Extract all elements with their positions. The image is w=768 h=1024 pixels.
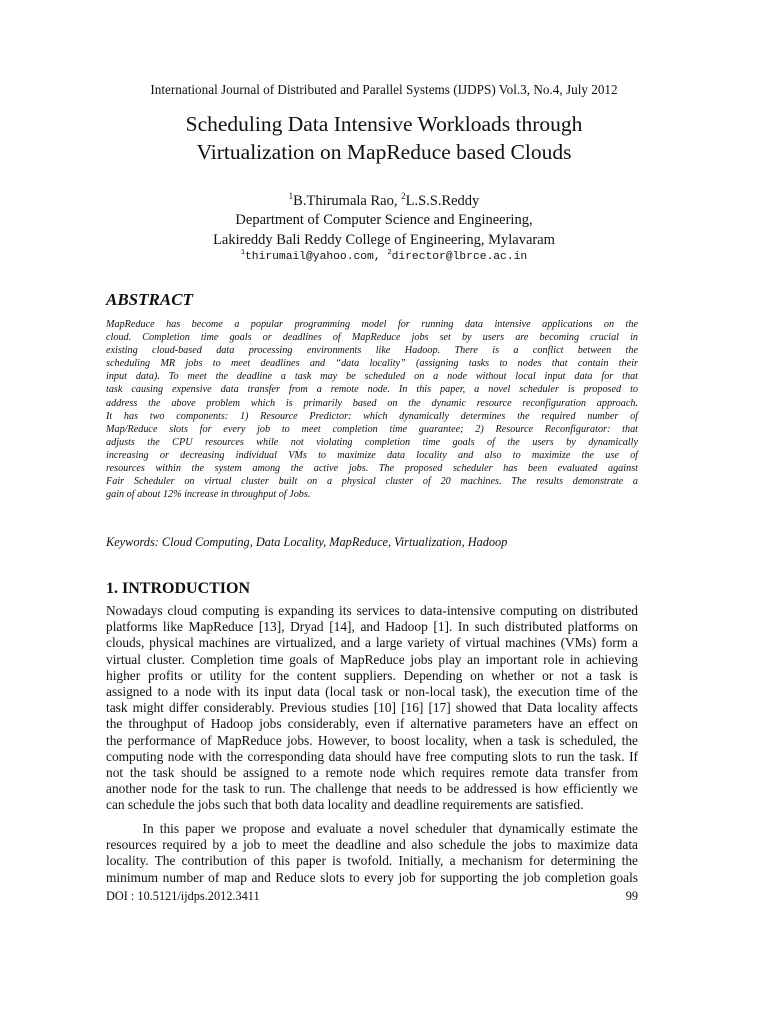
doi-link[interactable]: DOI : 10.5121/ijdps.2012.3411 [106,889,260,903]
abstract-line: resources within the system among the active jobs. The proposed scheduler has been evaluated against [106,463,638,475]
author2-name: L.S.S.Reddy [405,192,480,209]
author-college: Lakireddy Bali Reddy College of Engineering, Mylavaram [213,232,555,248]
abstract-line: It has two components: 1) Resource Predictor: which dynamically determines the required number of [106,410,638,422]
paper-title [0,110,768,166]
body-line: the performance of MapReduce jobs. However, to boost locality, when a task is scheduled, the [106,732,638,748]
abstract-line: task causing expensive data transfer from a remote node. In this paper, a novel scheduler is proposed to [106,384,638,396]
abstract-body [106,318,638,501]
body-line: computing node with the corresponding data should have free computing slots to run the task. If [106,748,638,764]
journal-header: International Journal of Distributed and Parallel Systems (IJDPS) Vol.3, No.4, July 2012 [150,82,618,97]
intro-paragraph-2 [106,821,638,886]
body-line: In this paper we propose and evaluate a novel scheduler that dynamically estimate the [106,821,638,836]
body-line: the throughput of Hadoop jobs considerably, even if alternative parameters have an effect on [106,716,638,732]
body-line: minimum number of map and Reduce slots to every job for supporting the job completion goals [106,869,638,885]
section-heading-introduction [106,580,250,598]
abstract-line: Fair Scheduler on virtual cluster built on a physical cluster of 20 machines. The results demonstrate a [106,476,638,488]
body-line: virtual cluster. Completion time goals of MapReduce jobs play an important role in achieving [106,651,638,667]
abstract-line: gain of about 12% increase in throughput of Jobs. [106,489,311,501]
body-line: task might differ considerably. Previous studies [10] [16] [17] showed that Data locality affects [106,700,638,716]
author1-name: B.Thirumala Rao, [293,192,402,209]
email2: director@lbrce.ac.in [391,250,528,263]
body-line: higher profits or utility for the content suppliers. Depending on whether or not a task is [106,667,638,683]
abstract-line: scheduling MR jobs to meet deadlines and “data locality” (assigning tasks to nodes that contain their [106,358,638,370]
title-line: Virtualization on MapReduce based Clouds [196,140,572,164]
body-line: assigned to a node with its input data (local task or non-local task), the execution time of the [106,683,638,699]
body-line: can schedule the jobs such that both data locality and deadline requirements are satisfied. [106,797,584,813]
body-line: not the task should be assigned to a remote node which requires remote data transfer from [106,764,638,780]
author-department: Department of Computer Science and Engineering, [235,212,533,228]
abstract-line: input data). To meet the deadline a task may be scheduled on a node without local input data for that [106,371,638,383]
page-number: 99 [625,889,638,903]
body-line: platforms like MapReduce [13], Dryad [14], and Hadoop [1]. In such distributed platforms on [106,619,638,635]
body-line: another node for the task to run. The challenge that needs to be addressed is how efficiently we [106,781,638,797]
author2-affiliation-mark: 2 [401,191,406,201]
title-line: Scheduling Data Intensive Workloads through [185,112,583,136]
section-title: NTRODUCTION [128,580,251,597]
abstract-line: adjusts the CPU resources while not violating completion time goals of the users by dynamically [106,436,638,448]
keywords: Keywords: Cloud Computing, Data Locality, MapReduce, Virtualization, Hadoop [106,535,508,549]
body-line: Nowadays cloud computing is expanding its services to data-intensive computing on distributed [106,603,638,618]
abstract-line: MapReduce has become a popular programming model for running data intensive applications on the [106,319,638,330]
email1: thirumail@yahoo.com, [245,250,388,263]
email2-mark: 2 [387,249,392,257]
body-line: locality. The contribution of this paper is twofold. Initially, a mechanism for determining the [106,853,638,869]
email1-mark: 1 [240,249,246,257]
author-list [0,191,768,210]
author-emails [0,249,768,263]
section-number: 1. I [106,580,129,597]
abstract-line: Map/Reduce slots for every job to meet completion time guarantee; 2) Resource Reconfigurator: that [106,423,638,435]
abstract-line: increasing or decreasing individual VMs to maximize data locality and also to maximize the use of [106,449,638,461]
abstract-line: cloud. Completion time goals or deadlines of MapReduce jobs set by users are becoming crucial in [106,332,638,344]
abstract-line: existing cloud-based data processing environments like Hadoop. There is a conflict between the [106,345,638,357]
intro-paragraph-1 [106,603,638,813]
abstract-line: address the above problem which is primarily based on the dynamic resource reconfiguration approach. [106,397,638,409]
abstract-heading: ABSTRACT [106,290,193,309]
body-line: resources required by a job to meet the deadline and also schedule the jobs to maximize data [106,837,638,853]
author1-affiliation-mark: 1 [288,191,294,201]
body-line: clouds, physical machines are virtualized, and a large variety of virtual machines (VMs) form a [106,635,638,651]
